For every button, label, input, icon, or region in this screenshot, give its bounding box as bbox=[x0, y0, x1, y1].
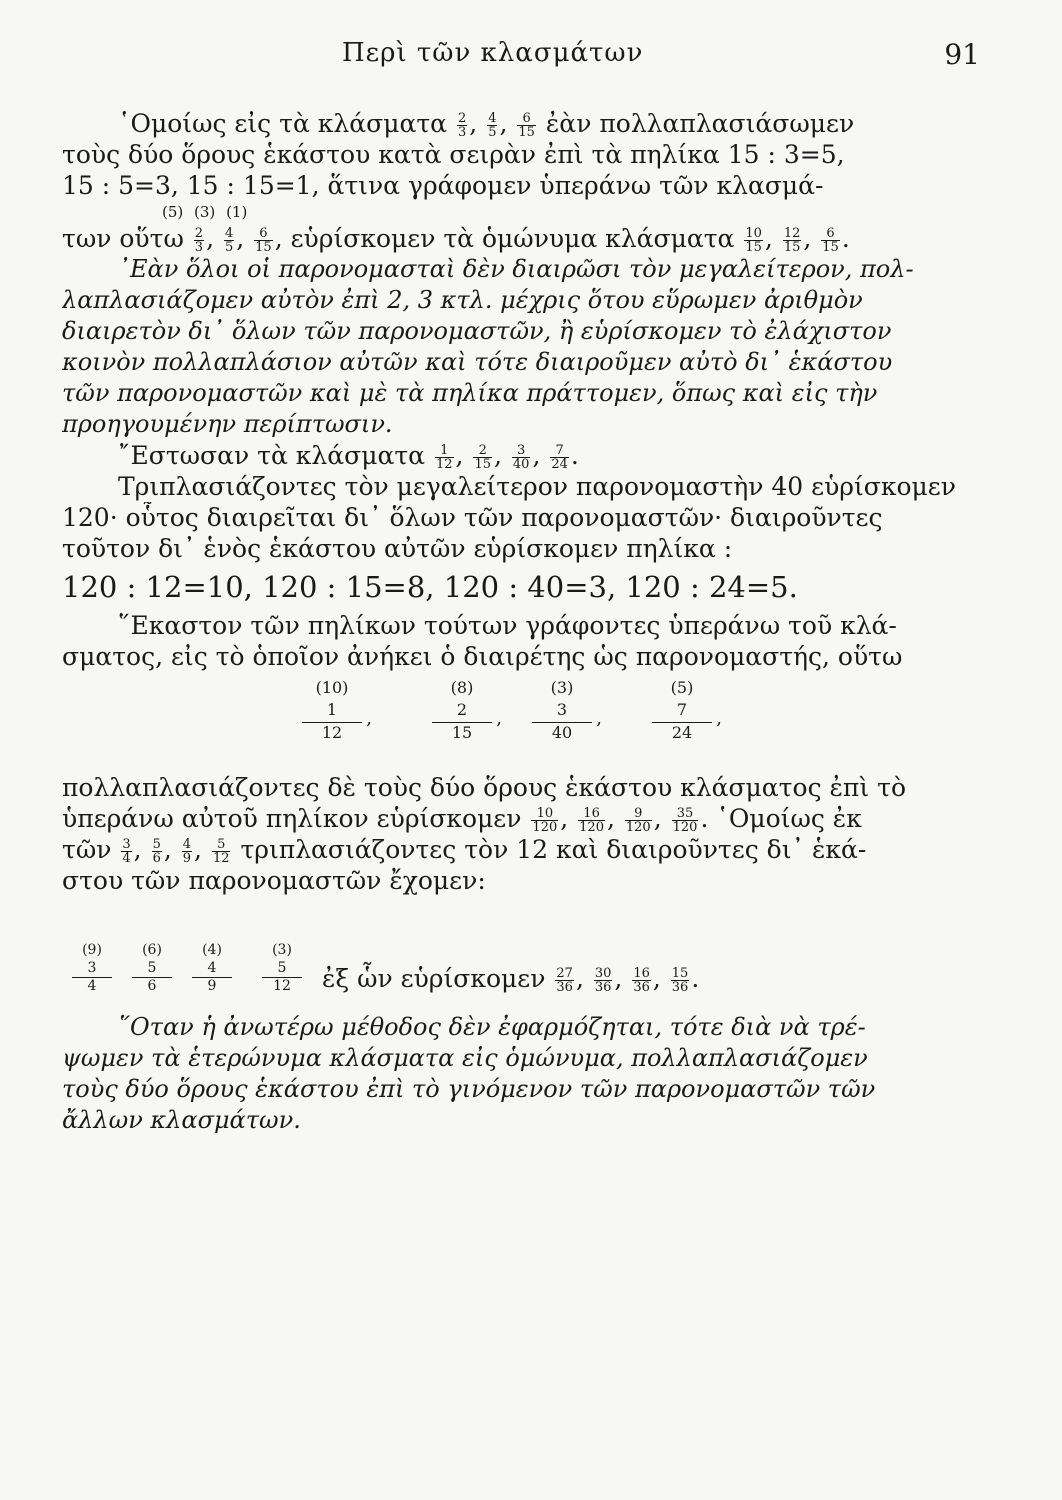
numerator: 4 bbox=[224, 226, 234, 241]
denominator: 4 bbox=[122, 851, 131, 865]
numerator: 5 bbox=[262, 960, 302, 978]
text-line: τοῦτον δι᾽ ἑνὸς ἑκάστου αὐτῶν εὑρίσκομεν πηλίκα : bbox=[62, 534, 733, 563]
multiplier: (8) bbox=[450, 678, 474, 697]
fraction bbox=[594, 967, 613, 994]
fraction bbox=[672, 807, 699, 834]
numerator: 16 bbox=[633, 966, 650, 981]
small-fraction bbox=[72, 942, 112, 995]
multiplier: (5) bbox=[162, 203, 184, 221]
numerator: 7 bbox=[652, 700, 712, 723]
numerator: 3 bbox=[512, 444, 531, 458]
numerator: 10 bbox=[745, 226, 762, 241]
fraction bbox=[487, 112, 497, 139]
denominator: 24 bbox=[671, 723, 693, 742]
denominator: 120 bbox=[672, 820, 698, 834]
small-fraction bbox=[132, 942, 172, 995]
fraction bbox=[121, 838, 131, 865]
text-line: τῶν $\frac{3}{4}$ , $\frac{5}{6}$ , $\frac{4}{9}$ , $\frac{5}{12}$ τριπλασιάζοντες τὸν 12 καὶ διαιροῦντες δι᾽ ἑκά- bbox=[62, 835, 867, 865]
numerator: 12 bbox=[783, 226, 801, 241]
text-line: Τριπλασιάζοντες τὸν μεγαλείτερον παρονομαστὴν 40 εὑρίσκομεν bbox=[118, 472, 956, 501]
numerator: 3 bbox=[532, 700, 592, 723]
numerator: 4 bbox=[488, 111, 497, 126]
numerator: 3 bbox=[122, 837, 131, 852]
multiplier: (6) bbox=[142, 942, 162, 958]
text-line: τοὺς δύο ὅρους ἑκάστου ἐπὶ τὸ γινόμενον τῶν παρονομαστῶν τῶν bbox=[62, 1075, 876, 1103]
numerator: 5 bbox=[152, 837, 161, 852]
numerator: 6 bbox=[254, 227, 273, 241]
multiplier: (4) bbox=[202, 942, 222, 958]
text-line: στου τῶν παρονομαστῶν ἔχομεν: bbox=[62, 866, 486, 895]
numerator: 16 bbox=[578, 807, 605, 821]
multiplier: (10) bbox=[315, 678, 349, 697]
numerator: 7 bbox=[550, 444, 569, 458]
fraction bbox=[744, 227, 763, 254]
denominator: 15 bbox=[783, 240, 801, 254]
fraction bbox=[517, 112, 536, 139]
text-line: των οὕτω $\frac{2}{3}$ , $\frac{4}{5}$ , $\frac{6}{15}$ , εὑρίσκομεν τὰ ὁμώνυμα κλάσματα $\frac{10}{15}$ , $\frac{12}{15}$ , $\frac{6}{15}$ . bbox=[62, 224, 850, 254]
denominator: 3 bbox=[458, 125, 467, 139]
text-line: σματος, εἰς τὸ ὁποῖον ἀνήκει ὁ διαιρέτης ὡς παρονομαστής, οὕτω bbox=[62, 642, 903, 671]
display-fraction bbox=[652, 678, 722, 745]
text-line: 120· οὗτος διαιρεῖται δι᾽ ὅλων τῶν παρονομαστῶν· διαιροῦντες bbox=[62, 503, 883, 532]
denominator: 5 bbox=[488, 125, 497, 139]
text-line: ὑπεράνω αὐτοῦ πηλίκον εὑρίσκομεν $\frac{10}{120}$ , $\frac{16}{120}$ , $\frac{9}{120}$ , $\frac{35}{120}$ . ῾Ομοίως ἐκ bbox=[62, 804, 862, 834]
multiplier: (1) bbox=[226, 203, 248, 221]
small-fractions bbox=[62, 942, 980, 1012]
numerator: 5 bbox=[212, 838, 231, 852]
equation-line bbox=[62, 896, 980, 942]
denominator: 15 bbox=[474, 457, 491, 471]
numerator: 2 bbox=[432, 700, 492, 723]
text-span: ῾Ομοίως ἐκ bbox=[716, 804, 862, 833]
multiplier: (3) bbox=[272, 942, 292, 958]
numerator: 27 bbox=[556, 966, 573, 981]
multiplier: (5) bbox=[670, 678, 694, 697]
text-line: τοὺς δύο ὅρους ἑκάστου κατὰ σειρὰν ἐπὶ τὰ πηλίκα 15 : 3=5, bbox=[62, 140, 845, 169]
multiplier: (9) bbox=[82, 942, 102, 958]
numerator: 30 bbox=[594, 966, 612, 981]
text-line: ἄλλων κλασμάτων. bbox=[62, 1106, 301, 1134]
book-page bbox=[62, 0, 980, 1500]
denominator: 120 bbox=[625, 820, 651, 834]
denominator: 36 bbox=[556, 980, 573, 995]
fraction bbox=[550, 444, 569, 471]
numerator: 15 bbox=[671, 966, 689, 981]
display-fractions bbox=[62, 678, 980, 758]
text-line: διαιρετὸν δι᾽ ὅλων τῶν παρονομαστῶν, ἢ εὑρίσκομεν τὸ ἐλάχιστον bbox=[62, 317, 892, 345]
fraction bbox=[182, 838, 192, 865]
text-span: ὑπεράνω αὐτοῦ πηλίκον εὑρίσκομεν bbox=[62, 804, 522, 833]
numerator: 3 bbox=[72, 960, 112, 978]
numerator: 2 bbox=[194, 226, 204, 241]
fraction bbox=[224, 227, 234, 254]
text-line: κοινὸν πολλαπλάσιον αὐτῶν καὶ τότε διαιροῦμεν αὐτὸ δι᾽ ἑκάστου bbox=[62, 348, 893, 376]
small-fraction bbox=[192, 942, 232, 995]
fraction bbox=[152, 838, 162, 865]
text-line: τῶν παρονομαστῶν καὶ μὲ τὰ πηλίκα πράττομεν, ὅπως καὶ εἰς τὴν bbox=[62, 379, 878, 407]
numerator: 4 bbox=[182, 837, 192, 852]
fraction bbox=[194, 227, 204, 254]
comma: , bbox=[496, 708, 502, 729]
denominator: 12 bbox=[273, 978, 291, 994]
denominator: 15 bbox=[822, 240, 839, 254]
running-title: Περὶ τῶν κλασμάτων bbox=[342, 38, 644, 68]
comma: , bbox=[596, 708, 602, 729]
text-line: ῞Εκαστον τῶν πηλίκων τούτων γράφοντες ὑπεράνω τοῦ κλά- bbox=[118, 611, 897, 640]
fraction bbox=[473, 444, 492, 471]
denominator: 9 bbox=[182, 851, 192, 865]
denominator: 15 bbox=[255, 240, 272, 254]
denominator: 120 bbox=[579, 820, 604, 834]
denominator: 36 bbox=[594, 980, 612, 995]
denominator: 15 bbox=[518, 125, 535, 139]
text-line: 15 : 5=3, 15 : 15=1, ἅτινα γράφομεν ὑπεράνω τῶν κλασμά- bbox=[62, 171, 824, 200]
fraction bbox=[578, 807, 605, 834]
denominator: 15 bbox=[451, 723, 473, 742]
text-line: ῞Οταν ἡ ἀνωτέρω μέθοδος δὲν ἐφαρμόζηται, τότε διὰ νὰ τρέ- bbox=[118, 1013, 866, 1041]
text-line: ᾽Εὰν ὅλοι οἱ παρονομασταὶ δὲν διαιρῶσι τὸν μεγαλείτερον, πολ- bbox=[118, 255, 914, 283]
denominator: 6 bbox=[147, 978, 157, 994]
text-line: ψωμεν τὰ ἑτερώνυμα κλάσματα εἰς ὁμώνυμα, πολλαπλασιάζομεν bbox=[62, 1044, 868, 1072]
numerator: 5 bbox=[132, 960, 172, 978]
page-header bbox=[62, 38, 980, 78]
fraction bbox=[212, 838, 231, 865]
fraction bbox=[254, 227, 273, 254]
denominator: 40 bbox=[551, 723, 573, 742]
numerator: 4 bbox=[192, 960, 232, 978]
denominator: 12 bbox=[321, 723, 343, 742]
denominator: 36 bbox=[671, 980, 689, 995]
numerator: 6 bbox=[517, 112, 536, 126]
fraction bbox=[531, 807, 558, 834]
display-fraction bbox=[302, 678, 372, 745]
denominator: 5 bbox=[224, 240, 234, 254]
multiplier-row bbox=[62, 201, 980, 223]
comma: , bbox=[366, 708, 372, 729]
fraction bbox=[512, 444, 531, 471]
multiplier: (3) bbox=[194, 203, 216, 221]
text-line: πολλαπλασιάζοντες δὲ τοὺς δύο ὅρους ἑκάστου κλάσματος ἐπὶ τὸ bbox=[62, 773, 906, 802]
fraction bbox=[632, 967, 651, 994]
denominator: 15 bbox=[745, 240, 762, 254]
denominator: 6 bbox=[152, 851, 161, 865]
fraction bbox=[435, 444, 454, 471]
denominator: 12 bbox=[436, 457, 453, 471]
numerator: 10 bbox=[531, 807, 558, 821]
denominator: 12 bbox=[212, 851, 230, 865]
fraction bbox=[457, 112, 467, 139]
text-line: προηγουμένην περίπτωσιν. bbox=[62, 410, 393, 438]
denominator: 3 bbox=[194, 240, 204, 254]
text-span: τῶν bbox=[62, 835, 112, 864]
fraction bbox=[671, 967, 690, 994]
small-fraction bbox=[262, 942, 302, 995]
text-span: τριπλασιάζοντες τὸν 12 καὶ διαιροῦντες δι᾽ ἑκά- bbox=[240, 835, 867, 864]
text-line: ῎Εστωσαν τὰ κλάσματα $\frac{1}{12}$ , $\frac{2}{15}$ , $\frac{3}{40}$ , $\frac{7}{24}$ . bbox=[118, 441, 579, 471]
fraction bbox=[783, 227, 802, 254]
denominator: 9 bbox=[207, 978, 217, 994]
fraction bbox=[625, 807, 652, 834]
display-fraction bbox=[532, 678, 602, 745]
fraction bbox=[821, 227, 840, 254]
text-span: εὑρίσκομεν τὰ ὁμώνυμα κλάσματα bbox=[290, 224, 735, 253]
comma: , bbox=[716, 708, 722, 729]
numerator: 9 bbox=[625, 807, 652, 821]
page-body bbox=[62, 108, 980, 1136]
denominator: 40 bbox=[512, 457, 530, 471]
denominator: 36 bbox=[633, 980, 650, 995]
numerator: 2 bbox=[458, 111, 467, 126]
text-span: των οὕτω bbox=[62, 224, 184, 253]
equation-line: 120 : 12=10, 120 : 15=8, 120 : 40=3, 120 : 24=5. bbox=[62, 570, 798, 604]
text-span: ῾Ομοίως εἰς τὰ κλάσματα bbox=[118, 109, 448, 138]
denominator: 120 bbox=[532, 820, 558, 834]
numerator: 1 bbox=[435, 444, 454, 458]
page-number: 91 bbox=[944, 38, 980, 71]
numerator: 35 bbox=[672, 807, 699, 821]
denominator: 4 bbox=[87, 978, 97, 994]
text-line: λαπλασιάζομεν αὐτὸν ἐπὶ 2, 3 κτλ. μέχρις ὅτου εὕρωμεν ἀριθμὸν bbox=[62, 286, 863, 314]
numerator: 1 bbox=[302, 700, 362, 723]
numerator: 6 bbox=[821, 227, 840, 241]
text-span: ῎Εστωσαν τὰ κλάσματα bbox=[118, 441, 426, 470]
text-line: ἐξ ὧν εὑρίσκομεν $\frac{27}{36}$ , $\frac{30}{36}$ , $\frac{16}{36}$ , $\frac{15}{36}$ . bbox=[322, 964, 700, 995]
text-line: ῾Ομοίως εἰς τὰ κλάσματα $\frac{2}{3}$ , $\frac{4}{5}$ , $\frac{6}{15}$ ἐὰν πολλαπλασιάσωμεν bbox=[118, 109, 855, 139]
text-span: ἐὰν πολλαπλασιάσωμεν bbox=[545, 109, 855, 138]
denominator: 24 bbox=[551, 457, 568, 471]
numerator: 2 bbox=[473, 444, 492, 458]
display-fraction bbox=[432, 678, 502, 745]
fraction bbox=[555, 967, 574, 994]
multiplier: (3) bbox=[550, 678, 574, 697]
text-span: ἐξ ὧν εὑρίσκομεν bbox=[322, 964, 546, 993]
